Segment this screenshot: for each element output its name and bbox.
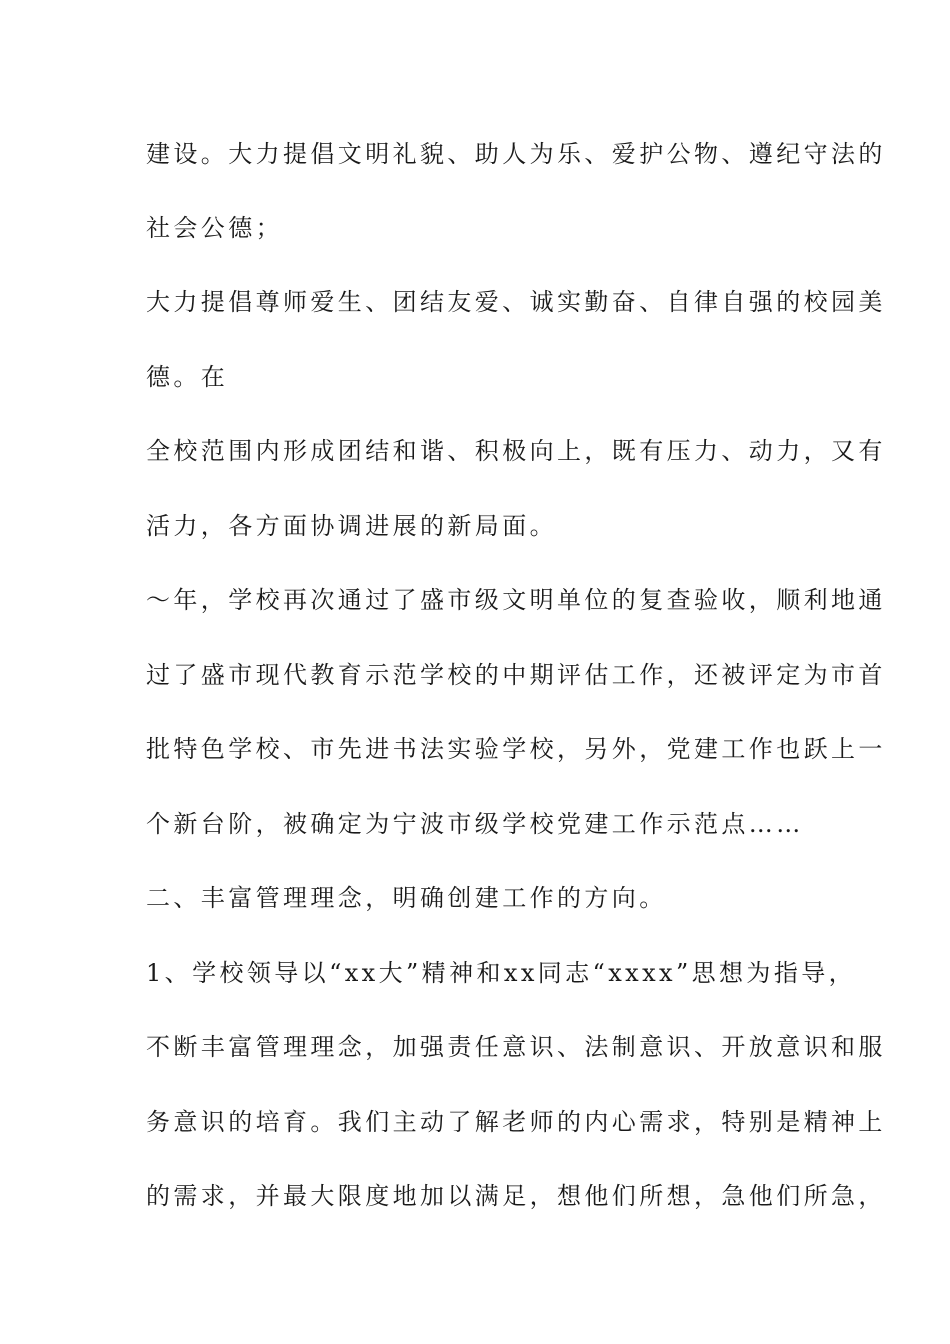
text-line-12: 1、学校领导以“xx大”精神和xx同志“xxxx”思想为指导， (146, 959, 857, 987)
text-line-3: 大力提倡尊师爱生、团结友爱、诚实勤奋、自律自强的校园美 (146, 288, 886, 316)
text-line-11: 二、丰富管理理念，明确创建工作的方向。 (146, 884, 667, 912)
text-line-7: ～年，学校再次通过了盛市级文明单位的复查验收，顺利地通 (146, 586, 886, 614)
text-line-10: 个新台阶，被确定为宁波市级学校党建工作示范点…… (146, 810, 804, 838)
text-line-5: 全校范围内形成团结和谐、积极向上，既有压力、动力，又有 (146, 437, 886, 465)
text-line-8: 过了盛市现代教育示范学校的中期评估工作，还被评定为市首 (146, 661, 886, 689)
text-line-13: 不断丰富管理理念，加强责任意识、法制意识、开放意识和服 (146, 1033, 886, 1061)
text-line-4: 德。在 (146, 363, 229, 391)
text-line-6: 活力，各方面协调进展的新局面。 (146, 512, 557, 540)
text-line-1: 建设。大力提倡文明礼貌、助人为乐、爱护公物、遵纪守法的 (146, 140, 886, 168)
text-line-15: 的需求，并最大限度地加以满足，想他们所想，急他们所急， (146, 1182, 886, 1210)
text-line-9: 批特色学校、市先进书法实验学校，另外，党建工作也跃上一 (146, 735, 886, 763)
text-line-2: 社会公德； (146, 214, 283, 242)
text-line-14: 务意识的培育。我们主动了解老师的内心需求，特别是精神上 (146, 1108, 886, 1136)
